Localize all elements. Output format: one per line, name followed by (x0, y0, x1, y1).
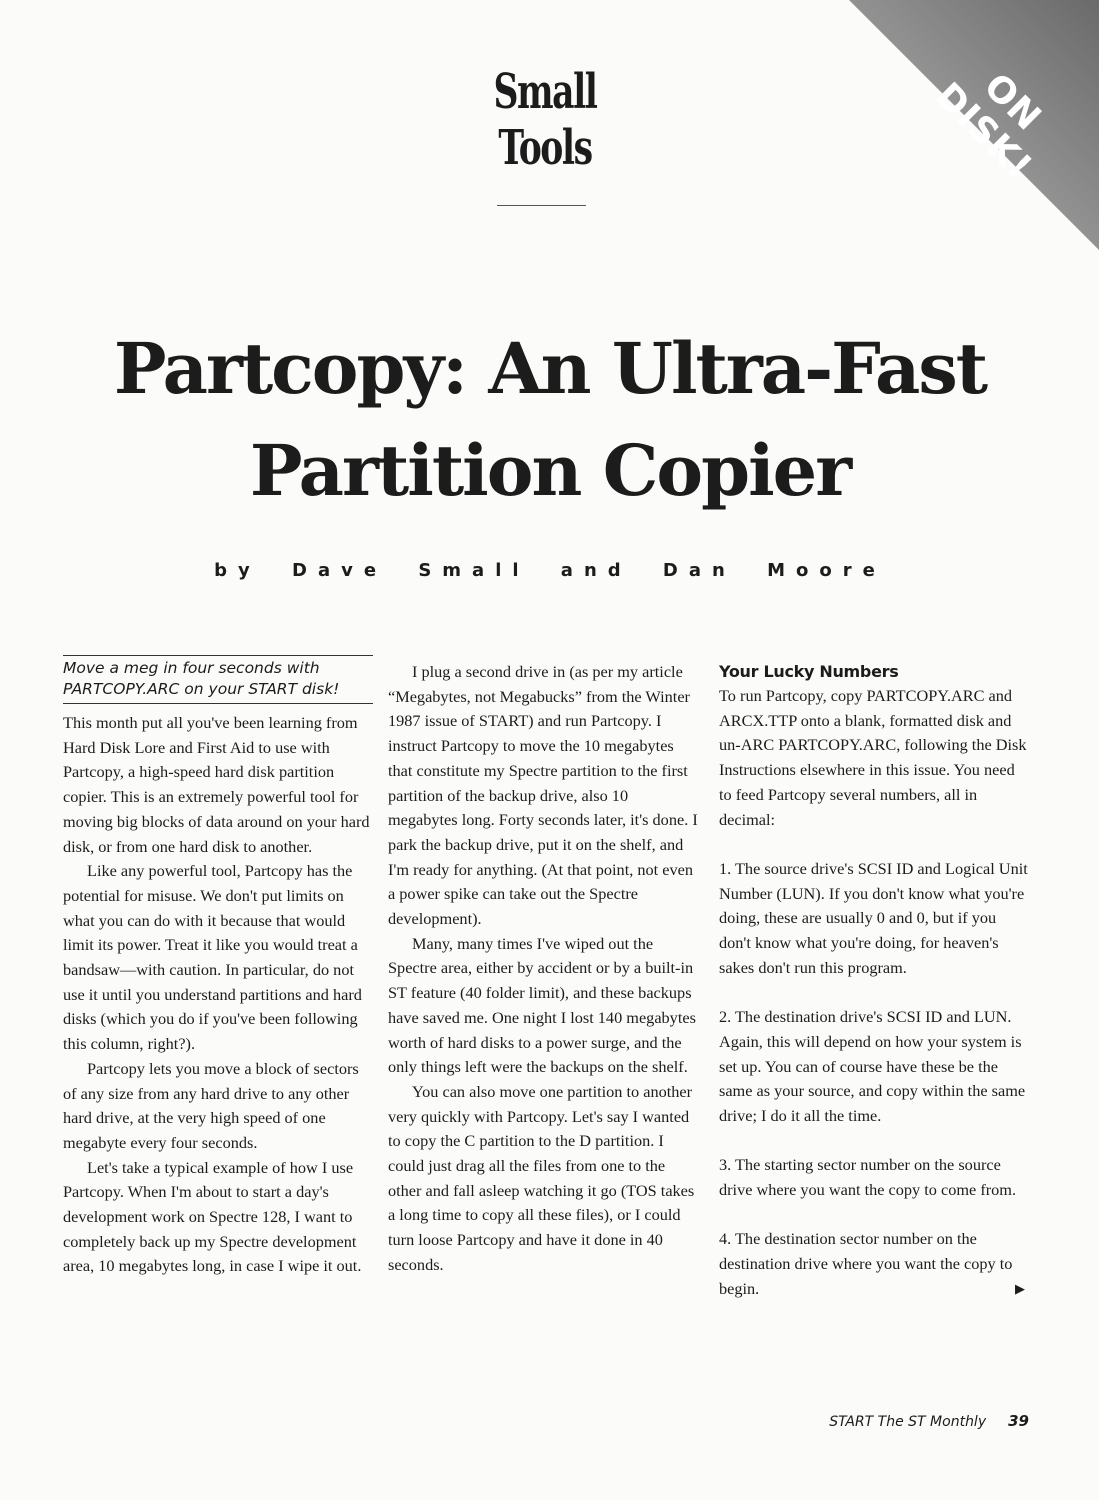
subhead: Your Lucky Numbers (719, 662, 899, 681)
list-item: 2. The destination drive's SCSI ID and LUN. Again, this will depend on how your system is set up. You can of course have these be the same as your source, and copy within the same drive; I do it all the time. (719, 1007, 1026, 1125)
paragraph: Partcopy lets you move a block of sectors of any size from any hard drive to any other hard drive, at the very high speed of one megabyte every four seconds. (63, 1058, 359, 1152)
text-column-1 (63, 655, 373, 1279)
paragraph: Let's take a typical example of how I use Partcopy. When I'm about to start a day's development work on Spectre 128, I want to completely back up my Spectre development area, 10 megabytes long, in case I wipe it out. (63, 1157, 362, 1276)
text-column-3 (719, 660, 1029, 1302)
paragraph: I plug a second drive in (as per my article “Megabytes, not Megabucks” from the Winter 1987 issue of START) and run Partcopy. I instruct Partcopy to move the 10 megabytes that constitute my Spectre partition to the first partition of the backup drive, also 10 megabytes long. Forty seconds later, it's done. I park the backup drive, put it on the shelf, and I'm ready for anything. (At that point, not even a power spike can take out the Spectre development). (388, 662, 698, 929)
paragraph: This month put all you've been learning from Hard Disk Lore and First Aid to use with Partcopy, a high-speed hard disk partition copier. This is an extremely powerful tool for moving big blocks of data around on your hard disk, or from one hard disk to another. (63, 713, 370, 856)
deck-line-1: Move a meg in four seconds with (63, 659, 320, 677)
column-head-line-2: Tools (498, 120, 592, 176)
column-head (469, 64, 620, 176)
continue-arrow-icon: ▶ (1015, 1280, 1025, 1296)
deck (63, 655, 373, 704)
magazine-name: START The ST Monthly (829, 1414, 987, 1430)
page-footer (829, 1412, 1029, 1430)
column-head-line-1: Small (493, 64, 597, 120)
list-item: 1. The source drive's SCSI ID and Logical Unit Number (LUN). If you don't know what you're doing, these are usually 0 and 0, but if you don't know what you're doing, for heaven's sakes don't run this program. (719, 858, 1028, 977)
paragraph: To run Partcopy, copy PARTCOPY.ARC and ARCX.TTP onto a blank, formatted disk and un-ARC PARTCOPY.ARC, following the Disk Instructions elsewhere in this issue. You need to feed Partcopy several numbers, all in decimal: (719, 686, 1027, 829)
list-item (719, 1227, 1029, 1301)
byline: by Dave Small and Dan Moore (214, 560, 886, 581)
paragraph: Like any powerful tool, Partcopy has the potential for misuse. We don't put limits on what you can do with it because that would limit its power. Treat it like you would treat a bandsaw—with caution. In particular, do not use it until you understand partitions and hard disks (which you do if you've been following this column, right?). (63, 861, 362, 1054)
paragraph: You can also move one partition to another very quickly with Partcopy. Let's say I wanted to copy the C partition to the D partition. I could just drag all the files from one to the other and fall asleep watching it go (TOS takes a long time to copy all these files), or I could turn loose Partcopy and have it done in 40 seconds. (388, 1081, 695, 1274)
on-disk-label: ON DISK! (927, 65, 1050, 188)
list-item-text: 4. The destination sector number on the destination drive where you want the copy to begin. (719, 1229, 1013, 1298)
paragraph: Many, many times I've wiped out the Spectre area, either by accident or by a built-in ST feature (40 folder limit), and these backups have saved me. One night I lost 140 megabytes worth of hard disks to a power surge, and the only things left were the backups on the shelf. (388, 933, 696, 1077)
article-title (60, 318, 1040, 522)
deck-line-2: PARTCOPY.ARC on your START disk! (63, 680, 340, 698)
list-item: 3. The starting sector number on the source drive where you want the copy to come from. (719, 1155, 1017, 1200)
title-line-2: Partition Copier (249, 429, 851, 512)
column-head-rule (497, 205, 586, 206)
title-line-1: Partcopy: An Ultra-Fast (113, 327, 987, 410)
page-number: 39 (1008, 1412, 1029, 1430)
text-column-2 (388, 660, 698, 1278)
